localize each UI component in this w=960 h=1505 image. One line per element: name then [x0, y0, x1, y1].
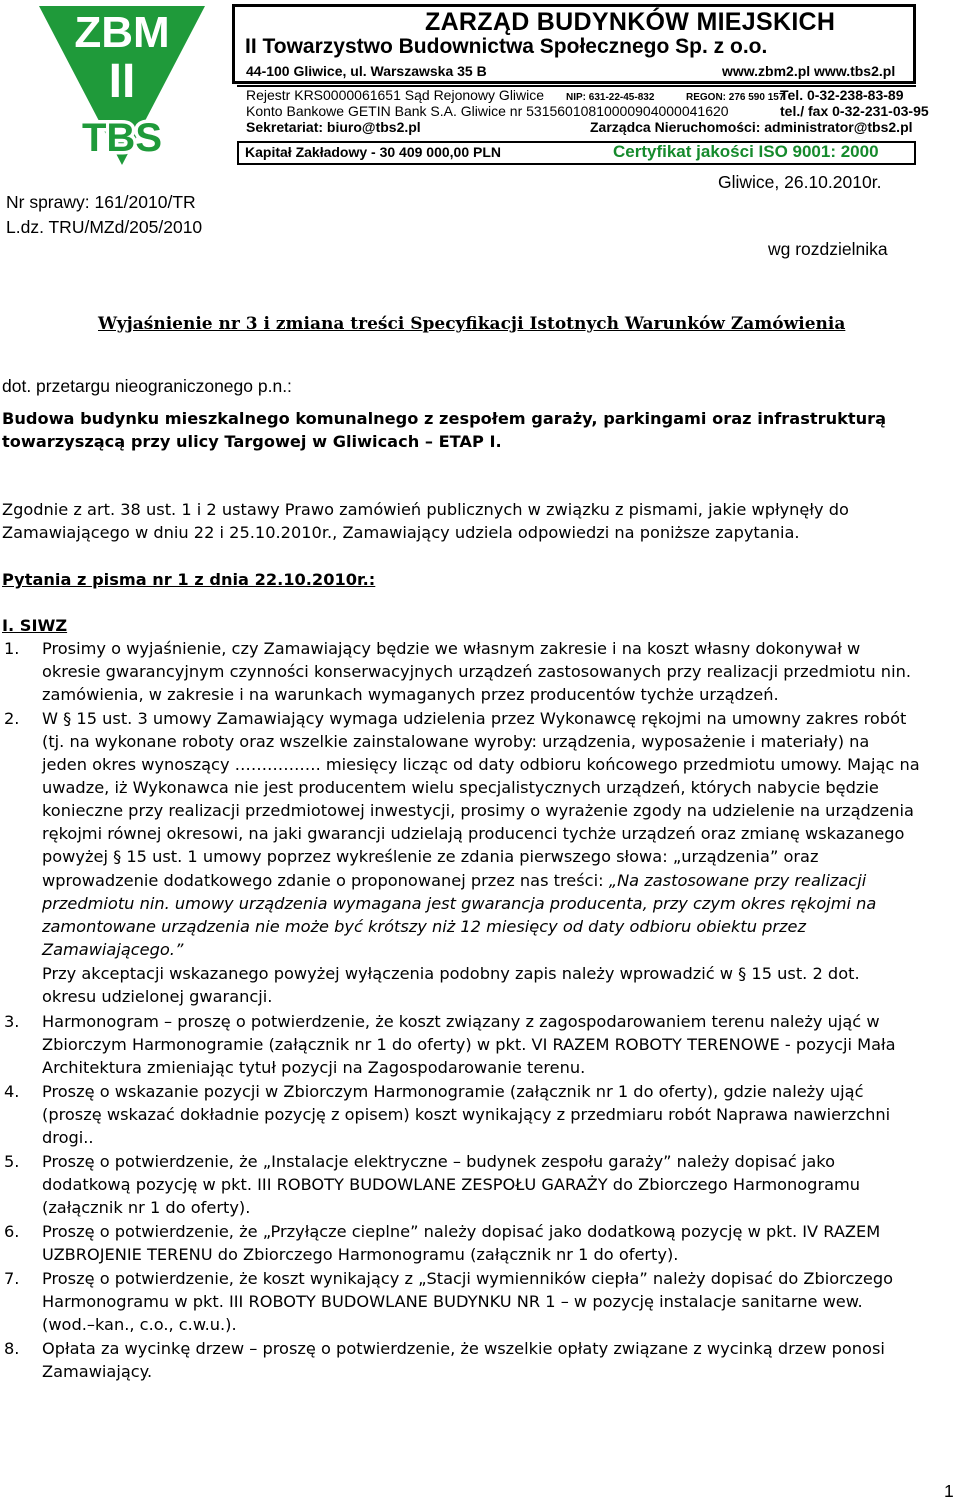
- section-heading: I. SIWZ: [2, 616, 68, 635]
- tender-subject-line1: Budowa budynku mieszkalnego komunalnego z zespołem garaży, parkingami oraz infrastrukturą: [2, 409, 887, 428]
- item-2-extra-line: okresu udzielonej gwarancji.: [42, 987, 273, 1006]
- proposed-clause-start: „Na zastosowane przy realizacji: [608, 871, 867, 890]
- case-number: Nr sprawy: 161/2010/TR: [6, 192, 196, 212]
- item-number: 5.: [4, 1152, 20, 1171]
- item-3-line: Harmonogram – proszę o potwierdzenie, że koszt związany z zagospodarowaniem terenu należy ująć w: [42, 1012, 880, 1031]
- regon-number: REGON: 276 590 157: [686, 92, 785, 103]
- company-title: ZARZĄD BUDYNKÓW MIEJSKICH: [425, 8, 836, 36]
- item-6-line: UZBROJENIE TERENU do Zbiorczego Harmonogramu (załącznik nr 1 do oferty).: [42, 1245, 679, 1264]
- item-number: 1.: [4, 639, 20, 658]
- logo-text-top: ZBM: [74, 8, 170, 57]
- item-number: 7.: [4, 1269, 20, 1288]
- item-8-line: Opłata za wycinkę drzew – proszę o potwierdzenie, że wszelkie opłaty związane z wycinką drzew ponosi: [42, 1339, 885, 1358]
- item-2-line: konieczne przy realizacji przedmiotowej inwestycji, prosimy o wyrażenie zgody na udzielenie na urządzenia: [42, 801, 914, 820]
- iso-certificate: Certyfikat jakości ISO 9001: 2000: [613, 142, 879, 161]
- reference-number: L.dz. TRU/MZd/205/2010: [6, 217, 203, 237]
- item-2-line: [42, 870, 866, 892]
- item-2-line: uwadze, iż Wykonawca nie jest producentem wielu specjalistycznych urządzeń, których nabycie będzie: [42, 778, 879, 797]
- document-date: Gliwice, 26.10.2010r.: [718, 172, 882, 192]
- item-8-line: Zamawiający.: [42, 1362, 153, 1381]
- item-4-line: (proszę wskazać dokładnie pozycję z opisem) koszt wynikający z przedmiaru robót Naprawa nawierzchni: [42, 1105, 891, 1124]
- tender-intro: dot. przetargu nieograniczonego p.n.:: [2, 376, 292, 396]
- tender-subject-line2: towarzyszącą przy ulicy Targowej w Gliwicach – ETAP I.: [2, 432, 502, 451]
- registry-info: Rejestr KRS0000061651 Sąd Rejonowy Gliwice: [246, 87, 545, 103]
- logo-text-bottom: TBS: [82, 116, 162, 160]
- share-capital: Kapitał Zakładowy - 30 409 000,00 PLN: [245, 144, 502, 160]
- proposed-clause-line: przedmiotu nin. umowy urządzenia wymagana jest gwarancja producenta, przy czym okres rękojmi na: [42, 894, 877, 913]
- item-2-line: jeden okres wynoszący ……………. miesięcy licząc od daty odbioru końcowego przedmiotu umowy. Mając na: [42, 755, 920, 774]
- item-1-line: okresie gwarancyjnym czynności konserwacyjnych urządzeń zastosowanych przy realizacji przedmiotu nin.: [42, 662, 911, 681]
- document-title: Wyjaśnienie nr 3 i zmiana treści Specyfikacji Istotnych Warunków Zamówienia: [98, 314, 846, 334]
- item-number: 8.: [4, 1339, 20, 1358]
- nip-number: NIP: 631-22-45-832: [566, 92, 655, 103]
- item-2-line: rękojmi równej okresowi, na jaki gwarancji udzielają producenci tychże urządzeń oraz zmianę wskazanego: [42, 824, 905, 843]
- item-2-extra-line: Przy akceptacji wskazanego powyżej wyłączenia podobny zapis należy wprowadzić w § 15 ust. 2 dot.: [42, 964, 860, 983]
- item-number: 3.: [4, 1012, 20, 1031]
- item-number: 4.: [4, 1082, 20, 1101]
- legal-basis-line2: Zamawiającego w dniu 22 i 25.10.2010r., Zamawiający udziela odpowiedzi na poniższe zapytania.: [2, 523, 800, 542]
- item-3-line: Zbiorczym Harmonogramie (załącznik nr 1 do oferty) w pkt. VI RAZEM ROBOTY TERENOWE - pozycji Mała: [42, 1035, 896, 1054]
- item-1-line: Prosimy o wyjaśnienie, czy Zamawiający będzie we własnym zakresie i na koszt własny dokonywał w: [42, 639, 861, 658]
- item-2-line: (tj. na wykonane roboty oraz wszelkie zainstalowane wyroby: urządzenia, wyposażenie i materiały) na: [42, 732, 870, 751]
- item-5-line: Proszę o potwierdzenie, że „Instalacje elektryczne – budynek zespołu garaży” należy dopisać jako: [42, 1152, 836, 1171]
- item-5-line: (załącznik nr 1 do oferty).: [42, 1198, 251, 1217]
- company-logo: [36, 3, 208, 168]
- administrator-email: Zarządca Nieruchomości: administrator@tbs2.pl: [590, 119, 913, 135]
- questions-heading: Pytania z pisma nr 1 z dnia 22.10.2010r.:: [2, 570, 376, 589]
- page-number: 1: [944, 1481, 954, 1501]
- item-7-line: (wod.–kan., c.o., c.w.u.).: [42, 1315, 237, 1334]
- item-6-line: Proszę o potwierdzenie, że „Przyłącze cieplne” należy dopisać jako dodatkową pozycję w pkt. IV RAZEM: [42, 1222, 881, 1241]
- recipient-note: wg rozdzielnika: [768, 239, 888, 259]
- item-4-line: drogi..: [42, 1128, 94, 1147]
- company-address: 44-100 Gliwice, ul. Warszawska 35 B: [246, 63, 487, 79]
- proposed-clause-line: zamontowane urządzenia nie może być krótszy niż 12 miesięcy od daty odbioru obiektu przez: [42, 917, 807, 936]
- secretariat-email: Sekretariat: biuro@tbs2.pl: [246, 119, 421, 135]
- logo-text-mid: II: [108, 55, 136, 108]
- item-number: 2.: [4, 709, 20, 728]
- item-7-line: Harmonogramu w pkt. III ROBOTY BUDOWLANE BUDYNKU NR 1 – w pozycję instalacje sanitarne wew.: [42, 1292, 863, 1311]
- item-3-line: Architektura zmieniając tytuł pozycji na Zagospodarowanie terenu.: [42, 1058, 586, 1077]
- phone-number: Tel. 0-32-238-83-89: [780, 87, 904, 103]
- company-websites: www.zbm2.pl www.tbs2.pl: [722, 63, 896, 79]
- item-7-line: Proszę o potwierdzenie, że koszt wynikający z „Stacji wymienników ciepła” należy dopisać do Zbiorczego: [42, 1269, 894, 1288]
- item-2-line: W § 15 ust. 3 umowy Zamawiający wymaga udzielenia przez Wykonawcę rękojmi na umowny zakres robót: [42, 709, 907, 728]
- item-1-line: zamówienia, w zakresie i na warunkach wymaganych przez producentów tychże urządzeń.: [42, 685, 779, 704]
- item-2-line-text: wprowadzenie dodatkowego zdanie o proponowanej przez nas treści:: [42, 871, 609, 890]
- fax-number: tel./ fax 0-32-231-03-95: [780, 103, 929, 119]
- item-5-line: dodatkową pozycję w pkt. III ROBOTY BUDOWLANE ZESPOŁU GARAŻY do Zbiorczego Harmonogramu: [42, 1175, 861, 1194]
- legal-basis-line1: Zgodnie z art. 38 ust. 1 i 2 ustawy Prawo zamówień publicznych w związku z pismami, jakie wpłynęły do: [2, 500, 849, 519]
- proposed-clause-line: Zamawiającego.”: [42, 940, 184, 959]
- item-4-line: Proszę o wskazanie pozycji w Zbiorczym Harmonogramie (załącznik nr 1 do oferty), gdzie należy ująć: [42, 1082, 864, 1101]
- bank-account: Konto Bankowe GETIN Bank S.A. Gliwice nr 53156010810000904000041620: [246, 103, 729, 119]
- item-number: 6.: [4, 1222, 20, 1241]
- item-2-line: powyżej § 15 ust. 1 umowy poprzez wykreślenie ze zdania pierwszego słowa: „urządzenia” oraz: [42, 847, 819, 866]
- company-subtitle: II Towarzystwo Budownictwa Społecznego Sp. z o.o.: [245, 35, 768, 58]
